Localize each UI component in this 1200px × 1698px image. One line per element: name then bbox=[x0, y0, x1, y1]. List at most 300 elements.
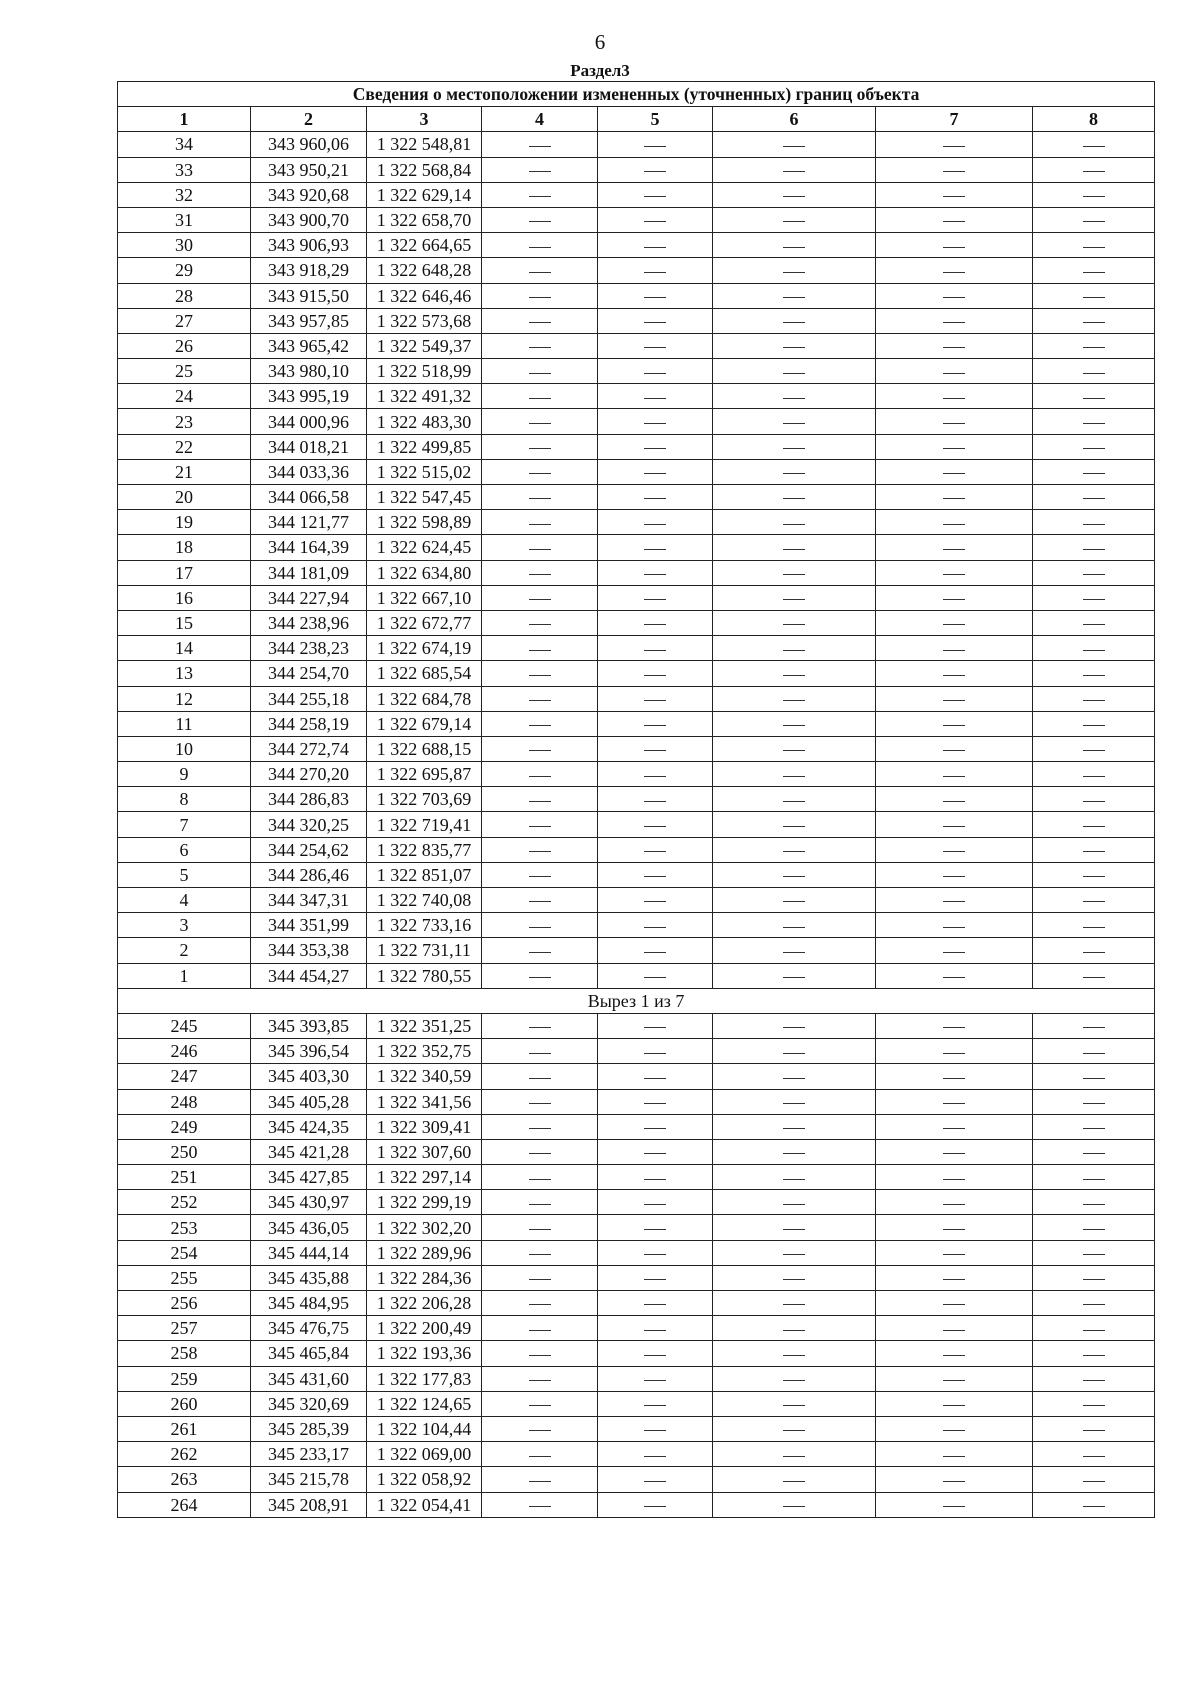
empty-cell bbox=[876, 585, 1033, 610]
empty-cell bbox=[876, 1416, 1033, 1441]
section-title: Раздел3 bbox=[570, 61, 630, 80]
table-row bbox=[118, 308, 1155, 333]
x-coordinate: 345 233,17 bbox=[251, 1442, 367, 1467]
x-coordinate: 345 424,35 bbox=[251, 1114, 367, 1139]
table-row bbox=[118, 938, 1155, 963]
table-row bbox=[118, 1064, 1155, 1089]
dash-glyph bbox=[1083, 725, 1105, 726]
empty-cell bbox=[598, 1391, 713, 1416]
dash-glyph bbox=[644, 1405, 666, 1406]
table-row bbox=[118, 1139, 1155, 1164]
dash-glyph bbox=[943, 1456, 965, 1457]
point-number: 18 bbox=[118, 535, 251, 560]
point-number: 17 bbox=[118, 560, 251, 585]
dash-glyph bbox=[943, 826, 965, 827]
empty-cell bbox=[482, 837, 598, 862]
empty-cell bbox=[713, 661, 876, 686]
empty-cell bbox=[598, 862, 713, 887]
point-number: 27 bbox=[118, 308, 251, 333]
x-coordinate: 345 436,05 bbox=[251, 1215, 367, 1240]
dash-glyph bbox=[529, 700, 551, 701]
empty-cell bbox=[876, 535, 1033, 560]
y-coordinate: 1 322 685,54 bbox=[367, 661, 482, 686]
point-number: 10 bbox=[118, 736, 251, 761]
x-coordinate: 344 033,36 bbox=[251, 459, 367, 484]
point-number: 23 bbox=[118, 409, 251, 434]
dash-glyph bbox=[1083, 196, 1105, 197]
dash-glyph bbox=[943, 725, 965, 726]
dash-glyph bbox=[529, 373, 551, 374]
x-coordinate: 344 272,74 bbox=[251, 736, 367, 761]
empty-cell bbox=[713, 762, 876, 787]
boundary-coordinates-table bbox=[117, 81, 1155, 1518]
x-coordinate: 344 270,20 bbox=[251, 762, 367, 787]
x-coordinate: 345 421,28 bbox=[251, 1139, 367, 1164]
empty-cell bbox=[482, 510, 598, 535]
empty-cell bbox=[1033, 736, 1155, 761]
empty-cell bbox=[1033, 384, 1155, 409]
empty-cell bbox=[1033, 1391, 1155, 1416]
empty-cell bbox=[876, 182, 1033, 207]
table-row bbox=[118, 1089, 1155, 1114]
dash-glyph bbox=[644, 1078, 666, 1079]
x-coordinate: 344 255,18 bbox=[251, 686, 367, 711]
x-coordinate: 345 430,97 bbox=[251, 1190, 367, 1215]
empty-cell bbox=[482, 1215, 598, 1240]
point-number: 251 bbox=[118, 1165, 251, 1190]
dash-glyph bbox=[644, 801, 666, 802]
point-number: 21 bbox=[118, 459, 251, 484]
empty-cell bbox=[713, 132, 876, 157]
dash-glyph bbox=[529, 1103, 551, 1104]
empty-cell bbox=[598, 837, 713, 862]
dash-glyph bbox=[529, 1078, 551, 1079]
y-coordinate: 1 322 307,60 bbox=[367, 1139, 482, 1164]
y-coordinate: 1 322 299,19 bbox=[367, 1190, 482, 1215]
point-number: 262 bbox=[118, 1442, 251, 1467]
empty-cell bbox=[598, 1442, 713, 1467]
table-row bbox=[118, 1442, 1155, 1467]
dash-glyph bbox=[1083, 1355, 1105, 1356]
empty-cell bbox=[1033, 510, 1155, 535]
dash-glyph bbox=[1083, 498, 1105, 499]
table-row bbox=[118, 510, 1155, 535]
x-coordinate: 345 465,84 bbox=[251, 1341, 367, 1366]
empty-cell bbox=[598, 1013, 713, 1038]
empty-cell bbox=[713, 812, 876, 837]
point-number: 16 bbox=[118, 585, 251, 610]
empty-cell bbox=[1033, 1089, 1155, 1114]
dash-glyph bbox=[529, 1204, 551, 1205]
dash-glyph bbox=[1083, 901, 1105, 902]
empty-cell bbox=[482, 661, 598, 686]
empty-cell bbox=[713, 459, 876, 484]
empty-cell bbox=[598, 207, 713, 232]
dash-glyph bbox=[1083, 297, 1105, 298]
empty-cell bbox=[482, 459, 598, 484]
empty-cell bbox=[876, 610, 1033, 635]
table-row bbox=[118, 711, 1155, 736]
empty-cell bbox=[1033, 1215, 1155, 1240]
empty-cell bbox=[713, 610, 876, 635]
dash-glyph bbox=[783, 498, 805, 499]
point-number: 5 bbox=[118, 862, 251, 887]
empty-cell bbox=[598, 258, 713, 283]
empty-cell bbox=[876, 258, 1033, 283]
x-coordinate: 345 427,85 bbox=[251, 1165, 367, 1190]
empty-cell bbox=[1033, 1467, 1155, 1492]
dash-glyph bbox=[943, 373, 965, 374]
empty-cell bbox=[876, 333, 1033, 358]
dash-glyph bbox=[529, 801, 551, 802]
y-coordinate: 1 322 352,75 bbox=[367, 1039, 482, 1064]
table-row bbox=[118, 485, 1155, 510]
table-row bbox=[118, 459, 1155, 484]
empty-cell bbox=[1033, 1416, 1155, 1441]
dash-glyph bbox=[783, 1128, 805, 1129]
dash-glyph bbox=[529, 599, 551, 600]
dash-glyph bbox=[783, 776, 805, 777]
empty-cell bbox=[482, 1442, 598, 1467]
x-coordinate: 344 000,96 bbox=[251, 409, 367, 434]
point-number: 258 bbox=[118, 1341, 251, 1366]
empty-cell bbox=[1033, 585, 1155, 610]
x-coordinate: 344 181,09 bbox=[251, 560, 367, 585]
dash-glyph bbox=[943, 574, 965, 575]
dash-glyph bbox=[644, 599, 666, 600]
empty-cell bbox=[876, 1190, 1033, 1215]
x-coordinate: 344 320,25 bbox=[251, 812, 367, 837]
dash-glyph bbox=[943, 398, 965, 399]
point-number: 13 bbox=[118, 661, 251, 686]
empty-cell bbox=[876, 1467, 1033, 1492]
empty-cell bbox=[1033, 1165, 1155, 1190]
empty-cell bbox=[713, 1316, 876, 1341]
dash-glyph bbox=[1083, 624, 1105, 625]
table-row bbox=[118, 787, 1155, 812]
empty-cell bbox=[1033, 359, 1155, 384]
empty-cell bbox=[482, 913, 598, 938]
empty-cell bbox=[598, 459, 713, 484]
dash-glyph bbox=[1083, 650, 1105, 651]
column-header: 7 bbox=[876, 107, 1033, 132]
dash-glyph bbox=[783, 473, 805, 474]
dash-glyph bbox=[943, 473, 965, 474]
empty-cell bbox=[713, 963, 876, 988]
empty-cell bbox=[876, 560, 1033, 585]
empty-cell bbox=[713, 1089, 876, 1114]
empty-cell bbox=[713, 1190, 876, 1215]
dash-glyph bbox=[644, 725, 666, 726]
empty-cell bbox=[598, 560, 713, 585]
dash-glyph bbox=[783, 398, 805, 399]
dash-glyph bbox=[529, 398, 551, 399]
empty-cell bbox=[713, 862, 876, 887]
dash-glyph bbox=[1083, 1506, 1105, 1507]
x-coordinate: 343 995,19 bbox=[251, 384, 367, 409]
empty-cell bbox=[713, 1013, 876, 1038]
x-coordinate: 344 254,62 bbox=[251, 837, 367, 862]
table-row bbox=[118, 1467, 1155, 1492]
x-coordinate: 344 286,46 bbox=[251, 862, 367, 887]
dash-glyph bbox=[644, 952, 666, 953]
empty-cell bbox=[713, 1064, 876, 1089]
dash-glyph bbox=[529, 524, 551, 525]
empty-cell bbox=[1033, 686, 1155, 711]
empty-cell bbox=[876, 1240, 1033, 1265]
dash-glyph bbox=[529, 272, 551, 273]
empty-cell bbox=[482, 787, 598, 812]
y-coordinate: 1 322 851,07 bbox=[367, 862, 482, 887]
point-number: 30 bbox=[118, 233, 251, 258]
empty-cell bbox=[482, 610, 598, 635]
dash-glyph bbox=[1083, 1204, 1105, 1205]
dash-glyph bbox=[1083, 876, 1105, 877]
point-number: 252 bbox=[118, 1190, 251, 1215]
dash-glyph bbox=[529, 826, 551, 827]
y-coordinate: 1 322 104,44 bbox=[367, 1416, 482, 1441]
empty-cell bbox=[598, 1316, 713, 1341]
y-coordinate: 1 322 684,78 bbox=[367, 686, 482, 711]
y-coordinate: 1 322 733,16 bbox=[367, 913, 482, 938]
table-row bbox=[118, 359, 1155, 384]
dash-glyph bbox=[943, 423, 965, 424]
point-number: 31 bbox=[118, 207, 251, 232]
dash-glyph bbox=[1083, 826, 1105, 827]
y-coordinate: 1 322 634,80 bbox=[367, 560, 482, 585]
table-row bbox=[118, 535, 1155, 560]
table-row bbox=[118, 1039, 1155, 1064]
dash-glyph bbox=[783, 876, 805, 877]
dash-glyph bbox=[943, 1128, 965, 1129]
empty-cell bbox=[482, 1240, 598, 1265]
dash-glyph bbox=[783, 524, 805, 525]
dash-glyph bbox=[529, 1430, 551, 1431]
dash-glyph bbox=[1083, 549, 1105, 550]
y-coordinate: 1 322 664,65 bbox=[367, 233, 482, 258]
empty-cell bbox=[713, 1366, 876, 1391]
dash-glyph bbox=[1083, 171, 1105, 172]
x-coordinate: 345 396,54 bbox=[251, 1039, 367, 1064]
empty-cell bbox=[598, 132, 713, 157]
y-coordinate: 1 322 549,37 bbox=[367, 333, 482, 358]
dash-glyph bbox=[529, 196, 551, 197]
empty-cell bbox=[1033, 308, 1155, 333]
table-row bbox=[118, 585, 1155, 610]
point-number: 22 bbox=[118, 434, 251, 459]
point-number: 1 bbox=[118, 963, 251, 988]
dash-glyph bbox=[943, 498, 965, 499]
x-coordinate: 344 353,38 bbox=[251, 938, 367, 963]
dash-glyph bbox=[943, 624, 965, 625]
empty-cell bbox=[1033, 233, 1155, 258]
table-row bbox=[118, 182, 1155, 207]
dash-glyph bbox=[644, 423, 666, 424]
empty-cell bbox=[482, 182, 598, 207]
dash-glyph bbox=[644, 1355, 666, 1356]
table-caption: Сведения о местоположении измененных (уточненных) границ объекта bbox=[118, 82, 1155, 107]
point-number: 264 bbox=[118, 1492, 251, 1517]
x-coordinate: 345 431,60 bbox=[251, 1366, 367, 1391]
point-number: 245 bbox=[118, 1013, 251, 1038]
empty-cell bbox=[1033, 560, 1155, 585]
dash-glyph bbox=[1083, 322, 1105, 323]
empty-cell bbox=[876, 485, 1033, 510]
dash-glyph bbox=[783, 1078, 805, 1079]
column-header: 4 bbox=[482, 107, 598, 132]
dash-glyph bbox=[783, 977, 805, 978]
empty-cell bbox=[876, 1215, 1033, 1240]
dash-glyph bbox=[529, 1153, 551, 1154]
empty-cell bbox=[598, 585, 713, 610]
empty-cell bbox=[1033, 888, 1155, 913]
dash-glyph bbox=[529, 1481, 551, 1482]
empty-cell bbox=[598, 1139, 713, 1164]
dash-glyph bbox=[783, 1153, 805, 1154]
empty-cell bbox=[598, 1089, 713, 1114]
empty-cell bbox=[876, 711, 1033, 736]
y-coordinate: 1 322 340,59 bbox=[367, 1064, 482, 1089]
empty-cell bbox=[876, 736, 1033, 761]
y-coordinate: 1 322 719,41 bbox=[367, 812, 482, 837]
dash-glyph bbox=[1083, 1078, 1105, 1079]
empty-cell bbox=[598, 661, 713, 686]
dash-glyph bbox=[783, 750, 805, 751]
empty-cell bbox=[1033, 1240, 1155, 1265]
empty-cell bbox=[598, 610, 713, 635]
x-coordinate: 343 918,29 bbox=[251, 258, 367, 283]
point-number: 25 bbox=[118, 359, 251, 384]
dash-glyph bbox=[783, 851, 805, 852]
x-coordinate: 343 915,50 bbox=[251, 283, 367, 308]
empty-cell bbox=[598, 636, 713, 661]
dash-glyph bbox=[644, 650, 666, 651]
empty-cell bbox=[482, 888, 598, 913]
empty-cell bbox=[1033, 610, 1155, 635]
dash-glyph bbox=[783, 297, 805, 298]
table-row bbox=[118, 1391, 1155, 1416]
dash-glyph bbox=[529, 952, 551, 953]
dash-glyph bbox=[1083, 423, 1105, 424]
empty-cell bbox=[1033, 711, 1155, 736]
table-row bbox=[118, 888, 1155, 913]
x-coordinate: 345 403,30 bbox=[251, 1064, 367, 1089]
dash-glyph bbox=[529, 624, 551, 625]
dash-glyph bbox=[529, 347, 551, 348]
dash-glyph bbox=[783, 1304, 805, 1305]
empty-cell bbox=[482, 1089, 598, 1114]
empty-cell bbox=[876, 1139, 1033, 1164]
empty-cell bbox=[482, 207, 598, 232]
empty-cell bbox=[1033, 862, 1155, 887]
dash-glyph bbox=[943, 927, 965, 928]
y-coordinate: 1 322 672,77 bbox=[367, 610, 482, 635]
group-header-row bbox=[118, 988, 1155, 1013]
empty-cell bbox=[876, 359, 1033, 384]
group-label: Вырез 1 из 7 bbox=[118, 988, 1155, 1013]
empty-cell bbox=[482, 1265, 598, 1290]
dash-glyph bbox=[1083, 1128, 1105, 1129]
empty-cell bbox=[598, 812, 713, 837]
dash-glyph bbox=[1083, 347, 1105, 348]
empty-cell bbox=[1033, 1064, 1155, 1089]
dash-glyph bbox=[783, 1405, 805, 1406]
empty-cell bbox=[482, 963, 598, 988]
empty-cell bbox=[598, 485, 713, 510]
dash-glyph bbox=[1083, 398, 1105, 399]
empty-cell bbox=[598, 384, 713, 409]
empty-cell bbox=[713, 510, 876, 535]
page-number: 6 bbox=[594, 30, 606, 54]
dash-glyph bbox=[644, 574, 666, 575]
empty-cell bbox=[713, 837, 876, 862]
empty-cell bbox=[482, 308, 598, 333]
dash-glyph bbox=[943, 171, 965, 172]
dash-glyph bbox=[529, 776, 551, 777]
x-coordinate: 345 215,78 bbox=[251, 1467, 367, 1492]
dash-glyph bbox=[644, 498, 666, 499]
empty-cell bbox=[713, 560, 876, 585]
y-coordinate: 1 322 483,30 bbox=[367, 409, 482, 434]
empty-cell bbox=[598, 1341, 713, 1366]
dash-glyph bbox=[644, 347, 666, 348]
dash-glyph bbox=[783, 1103, 805, 1104]
dash-glyph bbox=[783, 1380, 805, 1381]
empty-cell bbox=[598, 1165, 713, 1190]
dash-glyph bbox=[529, 1027, 551, 1028]
table-row bbox=[118, 963, 1155, 988]
empty-cell bbox=[876, 1114, 1033, 1139]
dash-glyph bbox=[1083, 146, 1105, 147]
dash-glyph bbox=[1083, 952, 1105, 953]
empty-cell bbox=[482, 1467, 598, 1492]
empty-cell bbox=[482, 157, 598, 182]
empty-cell bbox=[482, 258, 598, 283]
point-number: 19 bbox=[118, 510, 251, 535]
dash-glyph bbox=[529, 876, 551, 877]
dash-glyph bbox=[1083, 473, 1105, 474]
dash-glyph bbox=[529, 574, 551, 575]
dash-glyph bbox=[783, 1330, 805, 1331]
empty-cell bbox=[482, 686, 598, 711]
empty-cell bbox=[1033, 1190, 1155, 1215]
empty-cell bbox=[1033, 258, 1155, 283]
point-number: 247 bbox=[118, 1064, 251, 1089]
dash-glyph bbox=[783, 347, 805, 348]
y-coordinate: 1 322 688,15 bbox=[367, 736, 482, 761]
dash-glyph bbox=[529, 650, 551, 651]
dash-glyph bbox=[783, 1506, 805, 1507]
empty-cell bbox=[598, 711, 713, 736]
empty-cell bbox=[482, 560, 598, 585]
table-row bbox=[118, 560, 1155, 585]
empty-cell bbox=[1033, 1265, 1155, 1290]
y-coordinate: 1 322 740,08 bbox=[367, 888, 482, 913]
x-coordinate: 345 393,85 bbox=[251, 1013, 367, 1038]
dash-glyph bbox=[1083, 1027, 1105, 1028]
empty-cell bbox=[713, 283, 876, 308]
empty-cell bbox=[1033, 132, 1155, 157]
empty-cell bbox=[598, 308, 713, 333]
y-coordinate: 1 322 341,56 bbox=[367, 1089, 482, 1114]
empty-cell bbox=[1033, 157, 1155, 182]
dash-glyph bbox=[783, 171, 805, 172]
empty-cell bbox=[876, 157, 1033, 182]
empty-cell bbox=[713, 157, 876, 182]
empty-cell bbox=[482, 1492, 598, 1517]
empty-cell bbox=[876, 1165, 1033, 1190]
dash-glyph bbox=[943, 1330, 965, 1331]
